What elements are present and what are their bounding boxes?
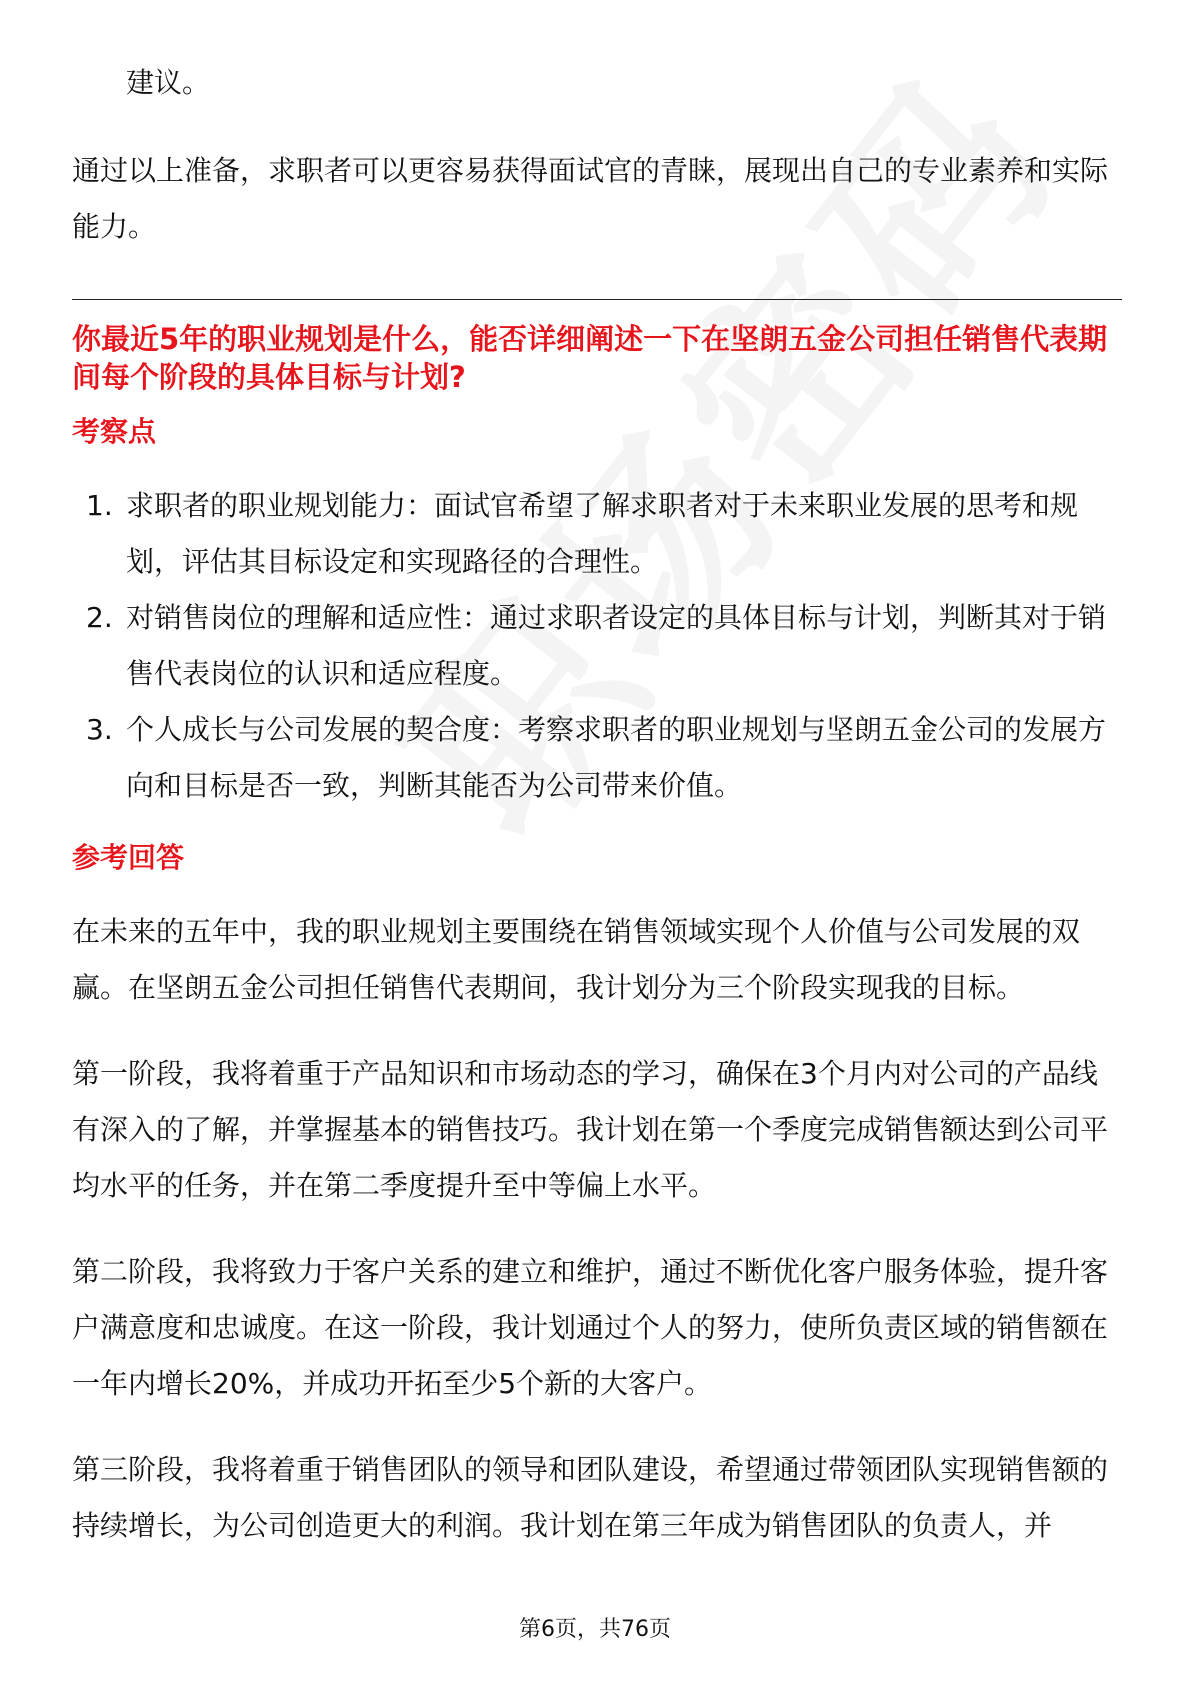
page-content [72, 55, 1122, 1554]
intro-tail: 建议。 [126, 66, 211, 99]
list-item [72, 590, 1122, 702]
list-item [72, 478, 1122, 590]
examine-list [72, 478, 1122, 814]
list-item-number: 1. [86, 489, 113, 522]
page-number: 第6页，共76页 [519, 1617, 671, 1642]
answer-paragraph: 在未来的五年中，我的职业规划主要围绕在销售领域实现个人价值与公司发展的双赢。在坚朗五金公司担任销售代表期间，我计划分为三个阶段实现我的目标。 [72, 915, 1081, 1004]
section-divider [72, 299, 1122, 300]
question-heading: 你最近5年的职业规划是什么，能否详细阐述一下在坚朗五金公司担任销售代表期间每个阶段的具体目标与计划? [72, 322, 1108, 394]
list-item-text: 求职者的职业规划能力：面试官希望了解求职者对于未来职业发展的思考和规划，评估其目标设定和实现路径的合理性。 [126, 489, 1079, 578]
answer-paragraph: 第一阶段，我将着重于产品知识和市场动态的学习，确保在3个月内对公司的产品线有深入的了解，并掌握基本的销售技巧。我计划在第一个季度完成销售额达到公司平均水平的任务，并在第二季度提升至中等偏上水平。 [72, 1057, 1109, 1202]
list-item-text: 个人成长与公司发展的契合度：考察求职者的职业规划与坚朗五金公司的发展方向和目标是否一致，判断其能否为公司带来价值。 [126, 713, 1107, 802]
answer-paragraph: 第二阶段，我将致力于客户关系的建立和维护，通过不断优化客户服务体验，提升客户满意度和忠诚度。在这一阶段，我计划通过个人的努力，使所负责区域的销售额在一年内增长20%，并成功开拓至少5个新的大客户。 [72, 1255, 1109, 1400]
list-item-text: 对销售岗位的理解和适应性：通过求职者设定的具体目标与计划，判断其对于销售代表岗位的认识和适应程度。 [126, 601, 1107, 690]
list-item [72, 702, 1122, 814]
examine-title: 考察点 [72, 415, 157, 448]
answer-paragraph: 第三阶段，我将着重于销售团队的领导和团队建设，希望通过带领团队实现销售额的持续增长，为公司创造更大的利润。我计划在第三年成为销售团队的负责人，并 [72, 1453, 1109, 1542]
list-item-number: 2. [86, 601, 113, 634]
intro-summary: 通过以上准备，求职者可以更容易获得面试官的青睐，展现出自己的专业素养和实际能力。 [72, 154, 1109, 243]
answer-title: 参考回答 [72, 841, 185, 874]
list-item-number: 3. [86, 713, 113, 746]
